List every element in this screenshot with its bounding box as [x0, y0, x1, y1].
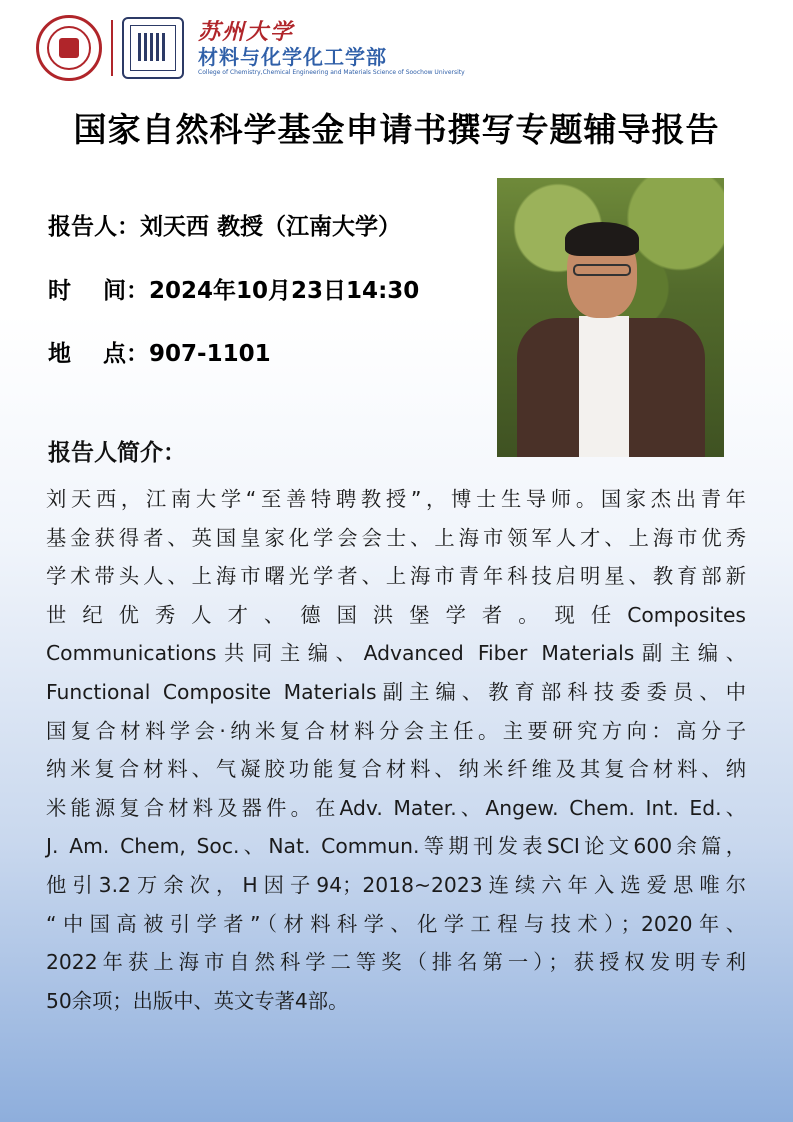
bio-text — [46, 480, 746, 1020]
bio-line: 世纪优秀人才、德国洪堡学者。现任Composites — [46, 602, 746, 627]
brand-text — [198, 19, 465, 77]
bio-line: Functional Composite Materials副主编、教育部科技委委员、中 — [46, 679, 746, 704]
location-value: 907-1101 — [149, 341, 271, 367]
time-label: 时 间： — [48, 278, 150, 304]
speaker-label: 报告人： — [48, 214, 140, 240]
location-row — [48, 339, 271, 369]
bio-line: 学术带头人、上海市曙光学者、上海市青年科技启明星、教育部新 — [46, 564, 746, 589]
header — [36, 12, 465, 84]
college-english-name: College of Chemistry,Chemical Engineering and Materials Science of Soochow University — [198, 69, 465, 76]
bio-line: 他引3.2万余次，H因子94；2018~2023连续六年入选爱思唯尔 — [46, 872, 746, 897]
bio-line: 2022年获上海市自然科学二等奖（排名第一）；获授权发明专利 — [46, 950, 746, 975]
bio-line: J. Am. Chem, Soc.、Nat. Commun.等期刊发表SCI论文600余篇， — [46, 834, 746, 859]
speaker-photo — [497, 178, 724, 457]
location-label: 地 点： — [48, 341, 150, 367]
time-row — [48, 276, 419, 306]
bio-line: 刘天西，江南大学“至善特聘教授”，博士生导师。国家杰出青年 — [46, 487, 746, 511]
logo-divider — [111, 20, 113, 76]
college-name: 材料与化学化工学部 — [198, 45, 387, 69]
page-title: 国家自然科学基金申请书撰写专题辅导报告 — [73, 110, 720, 149]
speaker-value: 刘天西 教授（江南大学） — [140, 214, 402, 240]
university-seal-logo — [36, 15, 102, 81]
university-name: 苏州大学 — [198, 19, 295, 45]
bio-line: 基金获得者、英国皇家化学会会士、上海市领军人才、上海市优秀 — [46, 525, 746, 550]
bio-line: 50余项；出版中、英文专著4部。 — [46, 988, 349, 1013]
bio-heading: 报告人简介： — [48, 440, 186, 466]
time-value: 2024年10月23日14:30 — [149, 278, 420, 304]
bio-line: 纳米复合材料、气凝胶功能复合材料、纳米纤维及其复合材料、纳 — [46, 757, 746, 782]
bio-line: 国复合材料学会·纳米复合材料分会主任。主要研究方向：高分子 — [46, 718, 746, 743]
college-crest-logo — [122, 17, 184, 79]
bio-line: Communications共同主编、Advanced Fiber Materials副主编、 — [46, 641, 746, 666]
bio-line: “中国高被引学者”（材料科学、化学工程与技术）；2020年、 — [46, 911, 746, 936]
speaker-row — [48, 212, 401, 242]
bio-line: 米能源复合材料及器件。在Adv. Mater.、Angew. Chem. Int. Ed.、 — [46, 795, 746, 820]
